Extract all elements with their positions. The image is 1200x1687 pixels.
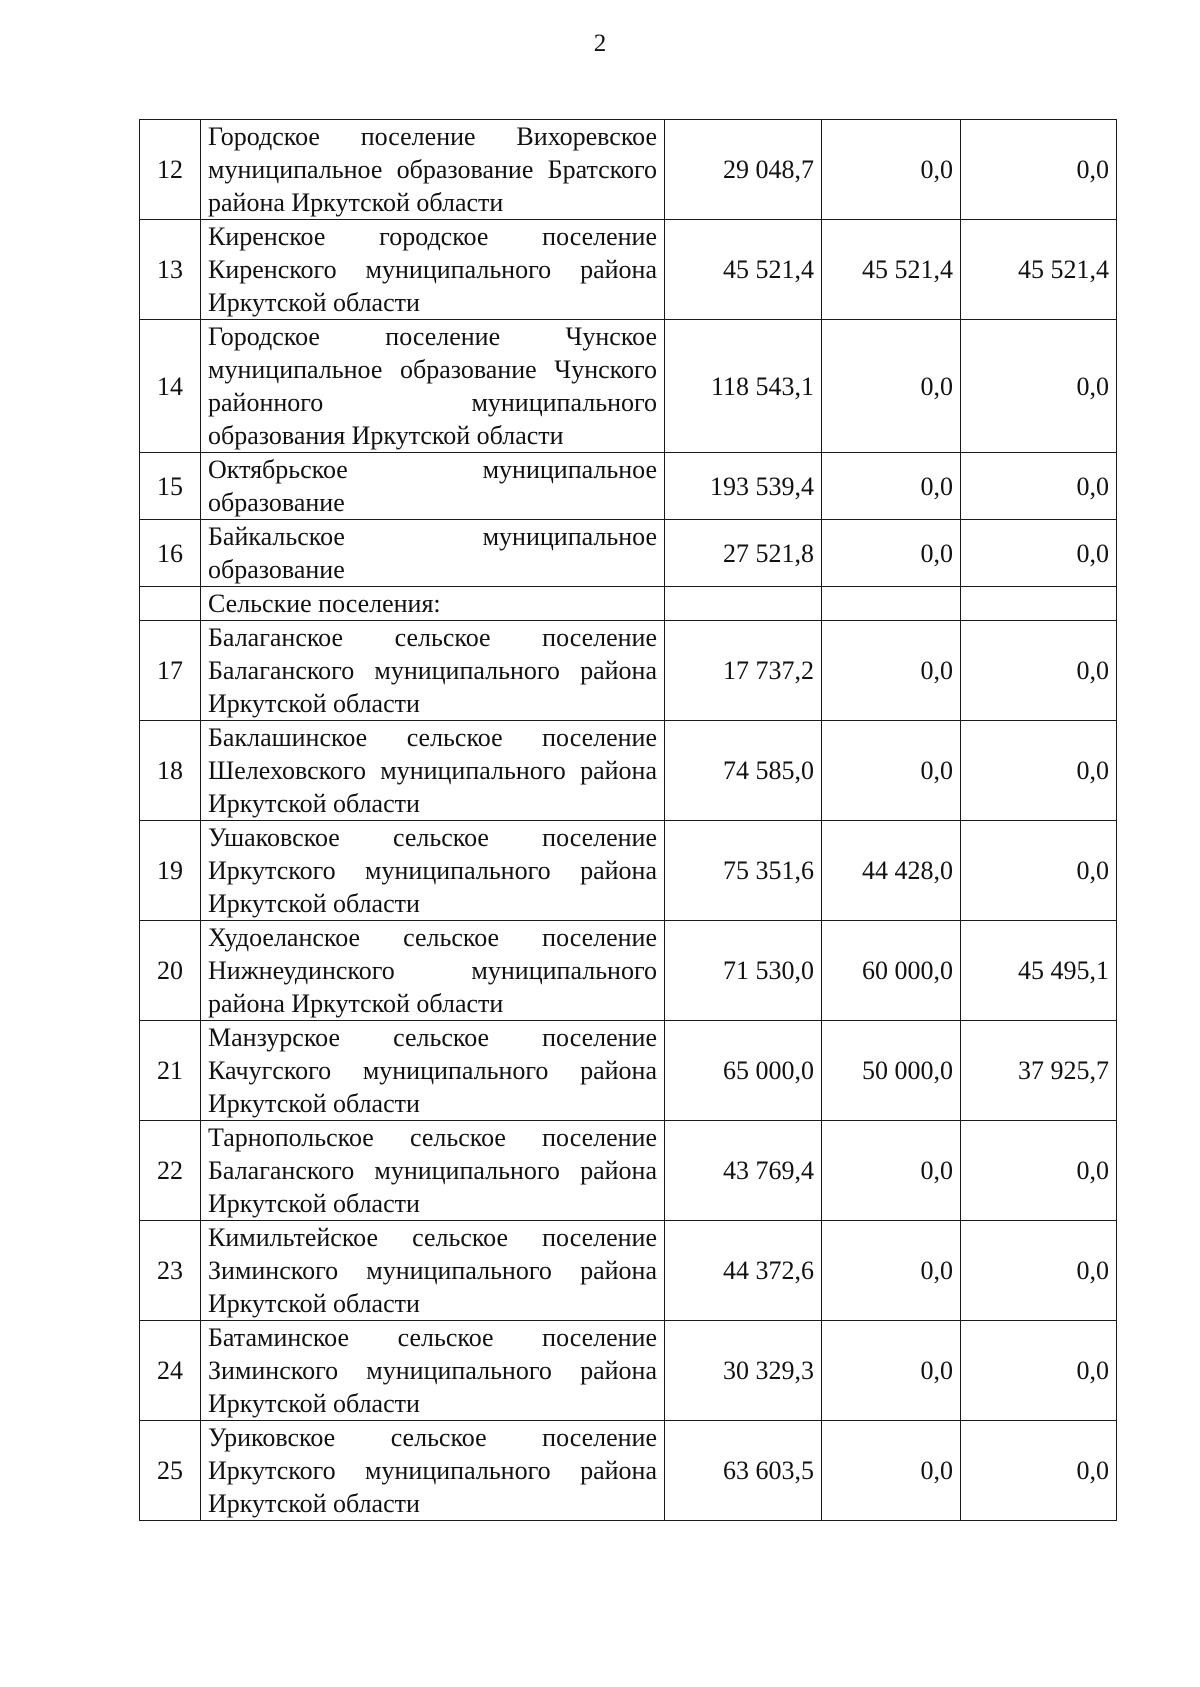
row-number-cell: 13 bbox=[140, 220, 201, 320]
table-row bbox=[140, 721, 1117, 821]
value-1-cell: 17 737,2 bbox=[665, 621, 822, 721]
value-3-cell: 45 495,1 bbox=[961, 921, 1117, 1021]
value-1-cell: 71 530,0 bbox=[665, 921, 822, 1021]
table-row bbox=[140, 1421, 1117, 1521]
value-1-cell: 45 521,4 bbox=[665, 220, 822, 320]
value-1-cell: 65 000,0 bbox=[665, 1021, 822, 1121]
settlement-name-cell: Ушаковское сельское поселение Иркутского муниципального района Иркутской области bbox=[201, 821, 665, 921]
table-row bbox=[140, 587, 1117, 621]
row-number-cell: 14 bbox=[140, 320, 201, 453]
value-3-cell: 0,0 bbox=[961, 1321, 1117, 1421]
value-2-cell: 0,0 bbox=[822, 520, 961, 587]
settlement-name-cell: Городское поселение Чунское муниципальное образование Чунского районного муниципального образования Иркутской области bbox=[201, 320, 665, 453]
table-row bbox=[140, 453, 1117, 520]
settlement-name-cell: Балаганское сельское поселение Балаганского муниципального района Иркутской области bbox=[201, 621, 665, 721]
value-3-cell: 0,0 bbox=[961, 1121, 1117, 1221]
page-number: 2 bbox=[593, 30, 607, 57]
value-3-cell: 0,0 bbox=[961, 1421, 1117, 1521]
value-3-cell: 0,0 bbox=[961, 520, 1117, 587]
value-2-cell: 0,0 bbox=[822, 320, 961, 453]
value-1-cell: 193 539,4 bbox=[665, 453, 822, 520]
value-1-cell: 75 351,6 bbox=[665, 821, 822, 921]
settlement-name-cell: Баклашинское сельское поселение Шелеховского муниципального района Иркутской области bbox=[201, 721, 665, 821]
row-number-cell: 18 bbox=[140, 721, 201, 821]
table-row bbox=[140, 1021, 1117, 1121]
value-1-cell: 63 603,5 bbox=[665, 1421, 822, 1521]
value-2-cell: 0,0 bbox=[822, 120, 961, 220]
settlement-name-cell: Октябрьское муниципальное образование bbox=[201, 453, 665, 520]
row-number-cell: 22 bbox=[140, 1121, 201, 1221]
value-3-cell: 0,0 bbox=[961, 621, 1117, 721]
allocation-table bbox=[139, 119, 1117, 1521]
settlement-name-cell: Киренское городское поселение Киренского муниципального района Иркутской области bbox=[201, 220, 665, 320]
row-number-cell: 12 bbox=[140, 120, 201, 220]
value-3-cell: 0,0 bbox=[961, 1221, 1117, 1321]
row-number-cell: 15 bbox=[140, 453, 201, 520]
value-3-cell: 45 521,4 bbox=[961, 220, 1117, 320]
value-1-cell: 118 543,1 bbox=[665, 320, 822, 453]
row-number-cell: 20 bbox=[140, 921, 201, 1021]
value-1-cell: 44 372,6 bbox=[665, 1221, 822, 1321]
value-3-cell bbox=[961, 587, 1117, 621]
row-number-cell: 21 bbox=[140, 1021, 201, 1121]
value-3-cell: 0,0 bbox=[961, 453, 1117, 520]
settlement-name-cell: Худоеланское сельское поселение Нижнеудинского муниципального района Иркутской области bbox=[201, 921, 665, 1021]
value-1-cell: 74 585,0 bbox=[665, 721, 822, 821]
settlement-name-cell: Сельские поселения: bbox=[201, 587, 665, 621]
settlement-name-cell: Байкальское муниципальное образование bbox=[201, 520, 665, 587]
table-row bbox=[140, 1321, 1117, 1421]
table-body bbox=[140, 120, 1117, 1521]
table-row bbox=[140, 120, 1117, 220]
row-number-cell bbox=[140, 587, 201, 621]
value-2-cell: 45 521,4 bbox=[822, 220, 961, 320]
table-row bbox=[140, 821, 1117, 921]
table-row bbox=[140, 1121, 1117, 1221]
settlement-name-cell: Городское поселение Вихоревское муниципальное образование Братского района Иркутской области bbox=[201, 120, 665, 220]
table-row bbox=[140, 320, 1117, 453]
value-2-cell: 44 428,0 bbox=[822, 821, 961, 921]
value-3-cell: 0,0 bbox=[961, 721, 1117, 821]
value-3-cell: 37 925,7 bbox=[961, 1021, 1117, 1121]
value-2-cell bbox=[822, 587, 961, 621]
row-number-cell: 23 bbox=[140, 1221, 201, 1321]
row-number-cell: 19 bbox=[140, 821, 201, 921]
row-number-cell: 25 bbox=[140, 1421, 201, 1521]
value-2-cell: 0,0 bbox=[822, 1121, 961, 1221]
table-row bbox=[140, 621, 1117, 721]
settlement-name-cell: Уриковское сельское поселение Иркутского муниципального района Иркутской области bbox=[201, 1421, 665, 1521]
table-row bbox=[140, 220, 1117, 320]
value-2-cell: 60 000,0 bbox=[822, 921, 961, 1021]
table-row bbox=[140, 921, 1117, 1021]
table-row bbox=[140, 1221, 1117, 1321]
settlement-name-cell: Манзурское сельское поселение Качугского муниципального района Иркутской области bbox=[201, 1021, 665, 1121]
value-3-cell: 0,0 bbox=[961, 120, 1117, 220]
value-2-cell: 0,0 bbox=[822, 453, 961, 520]
value-2-cell: 0,0 bbox=[822, 1321, 961, 1421]
value-2-cell: 50 000,0 bbox=[822, 1021, 961, 1121]
value-1-cell bbox=[665, 587, 822, 621]
value-1-cell: 29 048,7 bbox=[665, 120, 822, 220]
settlement-name-cell: Тарнопольское сельское поселение Балаганского муниципального района Иркутской области bbox=[201, 1121, 665, 1221]
row-number-cell: 17 bbox=[140, 621, 201, 721]
value-2-cell: 0,0 bbox=[822, 1221, 961, 1321]
settlement-name-cell: Кимильтейское сельское поселение Зиминского муниципального района Иркутской области bbox=[201, 1221, 665, 1321]
value-2-cell: 0,0 bbox=[822, 1421, 961, 1521]
value-3-cell: 0,0 bbox=[961, 320, 1117, 453]
row-number-cell: 16 bbox=[140, 520, 201, 587]
row-number-cell: 24 bbox=[140, 1321, 201, 1421]
value-1-cell: 30 329,3 bbox=[665, 1321, 822, 1421]
value-2-cell: 0,0 bbox=[822, 621, 961, 721]
value-2-cell: 0,0 bbox=[822, 721, 961, 821]
value-1-cell: 43 769,4 bbox=[665, 1121, 822, 1221]
settlement-name-cell: Батаминское сельское поселение Зиминского муниципального района Иркутской области bbox=[201, 1321, 665, 1421]
table-row bbox=[140, 520, 1117, 587]
value-1-cell: 27 521,8 bbox=[665, 520, 822, 587]
value-3-cell: 0,0 bbox=[961, 821, 1117, 921]
